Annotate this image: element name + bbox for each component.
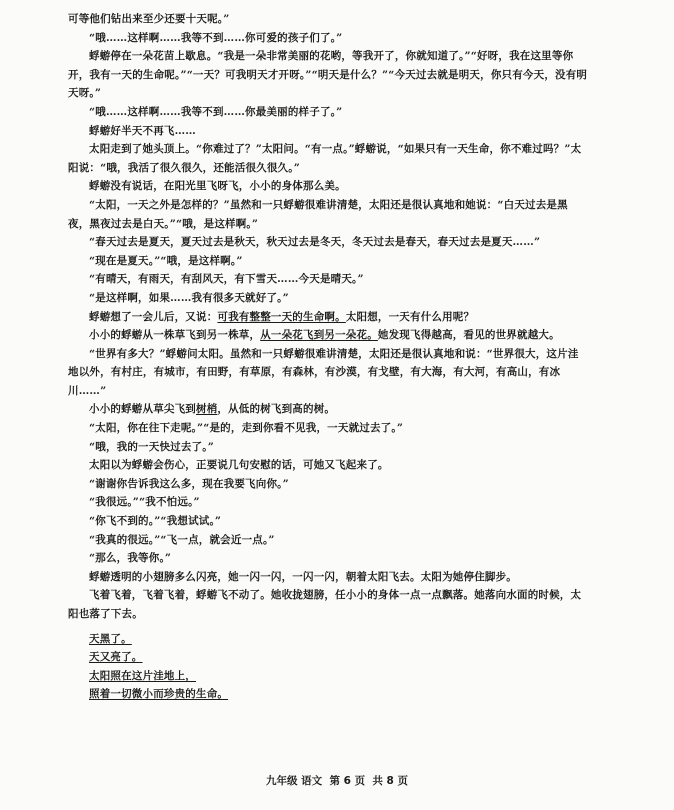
paragraph-with-underline <box>68 308 588 327</box>
underlined-word: 树梢 <box>196 403 218 416</box>
paragraph: “哦，我的一天快过去了。” <box>89 440 214 453</box>
paragraph: 飞着飞着，飞着飞着，蜉蝣飞不动了。她收拢翅膀，任小小的身体一点一点飘落。她落向水面的时候，太阳也落了下去。 <box>68 589 582 620</box>
underlined-line: 天黑了。 <box>89 632 132 645</box>
paragraph: 太阳走到了她头顶上。“你难过了？”太阳问。“有一点。”蜉蝣说，“如果只有一天生命，你不难过吗？”太阳说：“哦，我活了很久很久，还能活很久很久。” <box>68 143 582 174</box>
underlined-sentence: 从一朵花飞到另一朵花。 <box>260 329 378 342</box>
paragraph: “那么，我等你。” <box>89 552 172 565</box>
ending-line <box>68 685 588 704</box>
text-segment: 她发现飞得越高，看见的世界就越大。 <box>377 329 560 342</box>
footer-grade: 九年级 <box>265 775 298 787</box>
paragraph: “太阳，你在往下走呢。”“是的，走到你看不见我，一天就过去了。” <box>89 422 404 435</box>
footer-subject: 语文 <box>301 775 323 787</box>
underlined-sentence: 可我有整整一天的生命啊。 <box>217 310 346 323</box>
paragraph: 太阳以为蜉蝣会伤心，正要说几句安慰的话，可她又飞起来了。 <box>89 459 389 472</box>
text-segment: 太阳想，一天有什么用呢？ <box>345 310 475 323</box>
paragraph: 蜉蝣没有说话，在阳光里飞呀飞，小小的身体那么美。 <box>89 180 346 193</box>
footer-total-pages: 共 8 页 <box>372 775 409 787</box>
paragraph: “太阳，一天之外是怎样的？”虽然和一只蜉蝣很难讲清楚，太阳还是很认真地和她说：“白天过去是黑夜，黑夜过去是白天。”“哦，是这样啊。” <box>68 198 568 230</box>
paragraph: “我很远。”“我不怕远。” <box>89 496 200 509</box>
text-segment: 小小的蜉蝣从草尖飞到 <box>89 403 196 416</box>
paragraph-with-underline <box>68 326 588 345</box>
paragraph: “现在是夏天。”“哦，是这样啊。” <box>89 254 243 267</box>
paragraph: 可等他们钻出来至少还要十天呢。” <box>68 13 230 25</box>
paragraph: 蜉蝣透明的小翅膀多么闪亮，她一闪一闪，一闪一闪，朝着太阳飞去。太阳为她停住脚步。 <box>89 570 517 583</box>
paragraph: “你飞不到的。”“我想试试。” <box>89 515 222 528</box>
text-segment: ，从低的树飞到高的树。 <box>217 403 336 416</box>
text-segment: 小小的蜉蝣从一株草飞到另一株草， <box>89 329 261 342</box>
paragraph: 蜉蝣好半天不再飞…… <box>89 124 196 137</box>
paragraph: “我真的很远。”“飞一点，就会近一点。” <box>89 533 275 546</box>
underlined-line: 照着一切微小而珍贵的生命。 <box>89 688 229 701</box>
paragraph: “哦……这样啊……我等不到……你可爱的孩子们了。” <box>89 31 343 44</box>
reading-passage <box>68 10 588 704</box>
ending-line <box>68 648 588 667</box>
paragraph: 蜉蝣停在一朵花苗上歇息。“我是一朵非常美丽的花哟，等我开了，你就知道了。”“好呀，我在这里等你开，我有一天的生命呢。”“一天？可我明天才开呀。”“明天是什么？”“今天过去就是明天，你只有今天，没有明天呀。” <box>68 50 588 100</box>
text-segment: 蜉蝣想了一会儿后，又说： <box>89 310 218 323</box>
page-footer <box>0 773 674 788</box>
paragraph-with-underline <box>68 400 588 419</box>
paragraph: “是这样啊，如果……我有很多天就好了。” <box>89 291 289 304</box>
ending-line <box>68 630 588 649</box>
paragraph: “有晴天，有雨天，有刮风天，有下雪天……今天是晴天。” <box>89 273 364 286</box>
ending-line <box>68 667 588 686</box>
underlined-line: 天又亮了。 <box>89 651 143 664</box>
paragraph: “世界有多大？”蜉蝣问太阳。虽然和一只蜉蝣很难讲清楚，太阳还是很认真地和说：“世界很大，这片洼地以外，有村庄，有城市，有田野，有草原，有森林，有沙漠，有戈壁，有大海，有大河，有高山，有冰川……” <box>68 347 579 397</box>
underlined-line: 太阳照在这片洼地上， <box>89 669 196 682</box>
footer-page-number: 第 6 页 <box>329 775 366 787</box>
paragraph: “哦……这样啊……我等不到……你最美丽的样子了。” <box>89 105 343 118</box>
paragraph: “谢谢你告诉我这么多，现在我要飞向你。” <box>89 477 289 490</box>
paragraph: “春天过去是夏天，夏天过去是秋天，秋天过去是冬天，冬天过去是春天，春天过去是夏天……” <box>89 236 541 249</box>
